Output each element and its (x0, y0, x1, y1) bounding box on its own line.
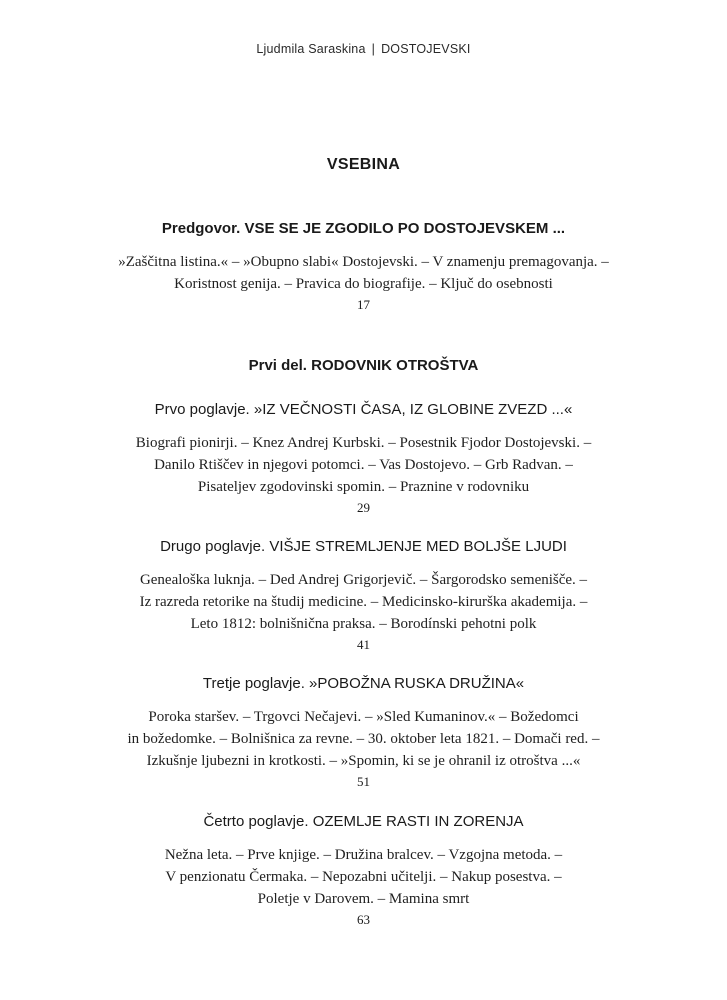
toc-summary-line: in božedomke. – Bolnišnica za revne. – 30. oktober leta 1821. – Domači red. – (127, 731, 600, 747)
toc-heading (60, 400, 667, 420)
toc-heading (60, 219, 667, 239)
part-heading-title: RODOVNIK OTROŠTVA (311, 357, 479, 374)
toc-heading-title: VIŠJE STREMLJENJE MED BOLJŠE LJUDI (269, 538, 567, 555)
toc-heading-lead: Drugo poglavje. (160, 538, 266, 555)
running-head-separator: | (371, 42, 376, 56)
toc-summary-line: Genealoška luknja. – Ded Andrej Grigorjevič. – Šargorodsko semenišče. – (139, 572, 588, 588)
toc-heading-lead: Prvo poglavje. (154, 401, 250, 418)
part-heading (60, 356, 667, 376)
toc-summary-line: Iz razreda retorike na študij medicine. – Medicinsko-kirurška akademija. – (139, 594, 588, 610)
toc-page-number: 29 (357, 500, 370, 515)
toc-entry-preface[interactable] (60, 219, 667, 313)
toc-summary-line: Pisateljev zgodovinski spomin. – Praznine v rodovniku (197, 479, 530, 495)
toc-summary-line: Leto 1812: bolnišnična praksa. – Borodínski pehotni polk (190, 616, 537, 632)
toc-summary-line: Biografi pionirji. – Knez Andrej Kurbski. – Posestnik Fjodor Dostojevski. – (135, 435, 592, 451)
toc-summary-line: »Zaščitna listina.« – »Obupno slabi« Dostojevski. – V znamenju premagovanja. – (118, 254, 609, 270)
toc-summary-line: Nežna leta. – Prve knjige. – Družina bralcev. – Vzgojna metoda. – (164, 847, 563, 863)
toc-summary (60, 706, 667, 772)
toc-part-heading[interactable] (60, 356, 667, 376)
toc-entry-chapter-1[interactable] (60, 400, 667, 516)
toc-page-number: 41 (357, 637, 370, 652)
toc-entry-chapter-3[interactable] (60, 674, 667, 790)
toc-summary-line: Poroka staršev. – Trgovci Nečajevi. – »Sled Kumaninov.« – Božedomci (148, 709, 579, 725)
toc-page-number: 63 (357, 912, 370, 927)
toc-summary-line: Koristnost genija. – Pravica do biografije. – Ključ do osebnosti (174, 276, 553, 292)
toc-entry-chapter-4[interactable] (60, 812, 667, 928)
running-head-author: Ljudmila Saraskina (256, 42, 366, 56)
toc-summary (60, 844, 667, 910)
toc-summary-line: Izkušnje ljubezni in krotkosti. – »Spomin, ki se je ohranil iz otroštva ...« (146, 753, 581, 769)
toc-summary (60, 251, 667, 295)
toc-heading-title: OZEMLJE RASTI IN ZORENJA (312, 813, 524, 830)
toc-heading (60, 674, 667, 694)
toc-heading-lead: Predgovor. (161, 220, 241, 237)
toc-entry-chapter-2[interactable] (60, 537, 667, 653)
contents-title: VSEBINA (326, 156, 401, 173)
toc-heading-title: »POBOŽNA RUSKA DRUŽINA« (309, 675, 525, 692)
toc-heading-lead: Tretje poglavje. (202, 675, 305, 692)
toc-heading-title: »IZ VEČNOSTI ČASA, IZ GLOBINE ZVEZD ...« (253, 401, 573, 418)
toc-summary-line: Danilo Rtiščev in njegovi potomci. – Vas Dostojevo. – Grb Radvan. – (154, 457, 573, 473)
toc-heading-title: VSE SE JE ZGODILO PO DOSTOJEVSKEM ... (244, 220, 566, 237)
toc-heading-lead: Četrto poglavje. (203, 813, 309, 830)
running-head-title: DOSTOJEVSKI (381, 42, 471, 56)
toc-page-number: 17 (357, 297, 370, 312)
part-heading-lead: Prvi del. (248, 357, 307, 374)
running-head (0, 42, 727, 56)
toc-summary-line: V penzionatu Čermaka. – Nepozabni učitelji. – Nakup posestva. – (165, 869, 562, 885)
toc-page-number: 51 (357, 774, 370, 789)
toc-heading (60, 812, 667, 832)
toc-heading (60, 537, 667, 557)
toc-summary (60, 569, 667, 635)
toc-summary-line: Poletje v Darovem. – Mamina smrt (257, 891, 470, 907)
toc-summary (60, 432, 667, 498)
